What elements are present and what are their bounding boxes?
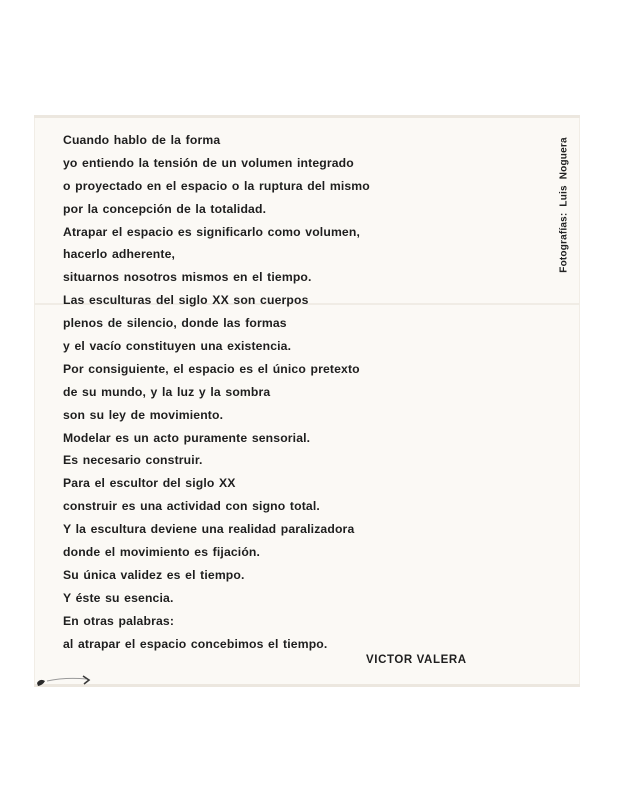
poem-line: o proyectado en el espacio o la ruptura del mismo <box>63 178 370 193</box>
poem-line: Modelar es un acto puramente sensorial. <box>63 430 311 445</box>
poem-line: Para el escultor del siglo XX <box>63 476 236 491</box>
poem-line: Su única validez es el tiempo. <box>63 567 245 582</box>
poem-line: al atrapar el espacio concebimos el tiempo. <box>63 636 328 651</box>
poem-line: yo entiendo la tensión de un volumen integrado <box>63 155 354 170</box>
poem-line: de su mundo, y la luz y la sombra <box>63 384 271 399</box>
poem-line: Cuando hablo de la forma <box>63 133 221 147</box>
author-signature: VICTOR VALERA <box>366 654 467 666</box>
poem-line: son su ley de movimiento. <box>63 407 224 422</box>
poem-line: plenos de silencio, donde las formas <box>63 316 287 331</box>
poem-line: donde el movimiento es fijación. <box>63 545 261 560</box>
paper-fold-bottom <box>34 684 580 687</box>
poem-line: Atrapar el espacio es significarlo como volumen, <box>63 224 360 239</box>
poem-line: situarnos nosotros mismos en el tiempo. <box>63 270 312 285</box>
poem-text <box>63 129 533 655</box>
poem-line: hacerlo adherente, <box>63 247 176 262</box>
poem-line: construir es una actividad con signo total. <box>63 499 320 514</box>
poem-line: Por consiguiente, el espacio es el único pretexto <box>63 361 360 376</box>
ink-smudge-mark <box>35 674 95 688</box>
photo-credit-text: Fotografías: Luis Noguera <box>558 137 570 273</box>
poem-line: Y éste su esencia. <box>63 590 174 605</box>
poem-line: Las esculturas del siglo XX son cuerpos <box>63 293 309 308</box>
poem-line: Y la escultura deviene una realidad paralizadora <box>63 522 355 537</box>
poem-line: por la concepción de la totalidad. <box>63 201 267 216</box>
poem-line: Es necesario construir. <box>63 453 203 468</box>
paper-fold-top <box>34 115 580 118</box>
poem-line: En otras palabras: <box>63 613 175 628</box>
poem-line: y el vacío constituyen una existencia. <box>63 339 292 354</box>
